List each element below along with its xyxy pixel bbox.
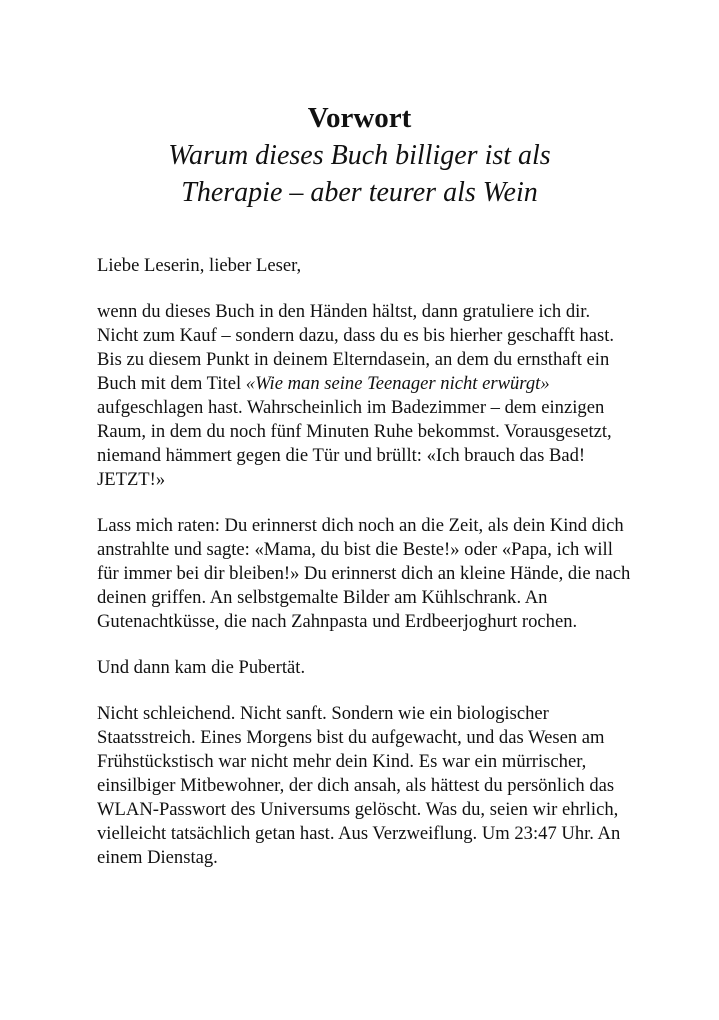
paragraph-3: Und dann kam die Pubertät. — [97, 657, 306, 678]
paragraph-1-text-b: aufgeschlagen hast. Wahrscheinlich im Badezimmer – dem einzigen Raum, in dem du noch fünf Minuten Ruhe bekommst. Vorausgesetzt, niemand hämmert gegen die Tür und brüllt: «Ich brauch das Bad! JETZT!» — [97, 397, 612, 490]
paragraph-2: Lass mich raten: Du erinnerst dich noch an die Zeit, als dein Kind dich anstrahlte und sagte: «Mama, du bist die Beste!» oder «Papa, ich will für immer bei dir bleiben!» Du erinnerst dich an kleine Hände, die nach deinen griffen. An selbstgemalte Bilder am Kühlschrank. An Gutenachtküsse, die nach Zahnpasta und Erdbeerjoghurt rochen. — [97, 515, 631, 632]
book-title-quote: «Wie man seine Teenager nicht erwürgt» — [245, 373, 550, 394]
chapter-heading — [0, 99, 719, 211]
paragraph-1 — [97, 300, 632, 492]
greeting-paragraph: Liebe Leserin, lieber Leser, — [97, 255, 302, 276]
subtitle-line-2: Therapie – aber teurer als Wein — [181, 177, 538, 208]
chapter-title: Vorwort — [307, 102, 412, 134]
subtitle-line-1: Warum dieses Buch billiger ist als — [168, 140, 551, 171]
paragraph-4: Nicht schleichend. Nicht sanft. Sondern wie ein biologischer Staatsstreich. Eines Morgens bist du aufgewacht, und das Wesen am Frühstückstisch war nicht mehr dein Kind. Es war ein mürrischer, einsilbiger Mitbewohner, der dich ansah, als hättest du persönlich das WLAN-Passwort des Universums gelöscht. Was du, seien wir ehrlich, vielleicht tatsächlich getan hast. Aus Verzweiflung. Um 23:47 Uhr. An einem Dienstag. — [97, 703, 621, 868]
body-text — [97, 254, 632, 892]
paragraph-1-text-a: wenn du dieses Buch in den Händen hältst, dann gratuliere ich dir. Nicht zum Kauf – sondern dazu, dass du es bis hierher geschafft hast. Bis zu diesem Punkt in deinem Elterndasein, an dem du ernsthaft ein Buch mit dem Titel — [97, 301, 615, 394]
chapter-subtitle — [0, 137, 719, 211]
